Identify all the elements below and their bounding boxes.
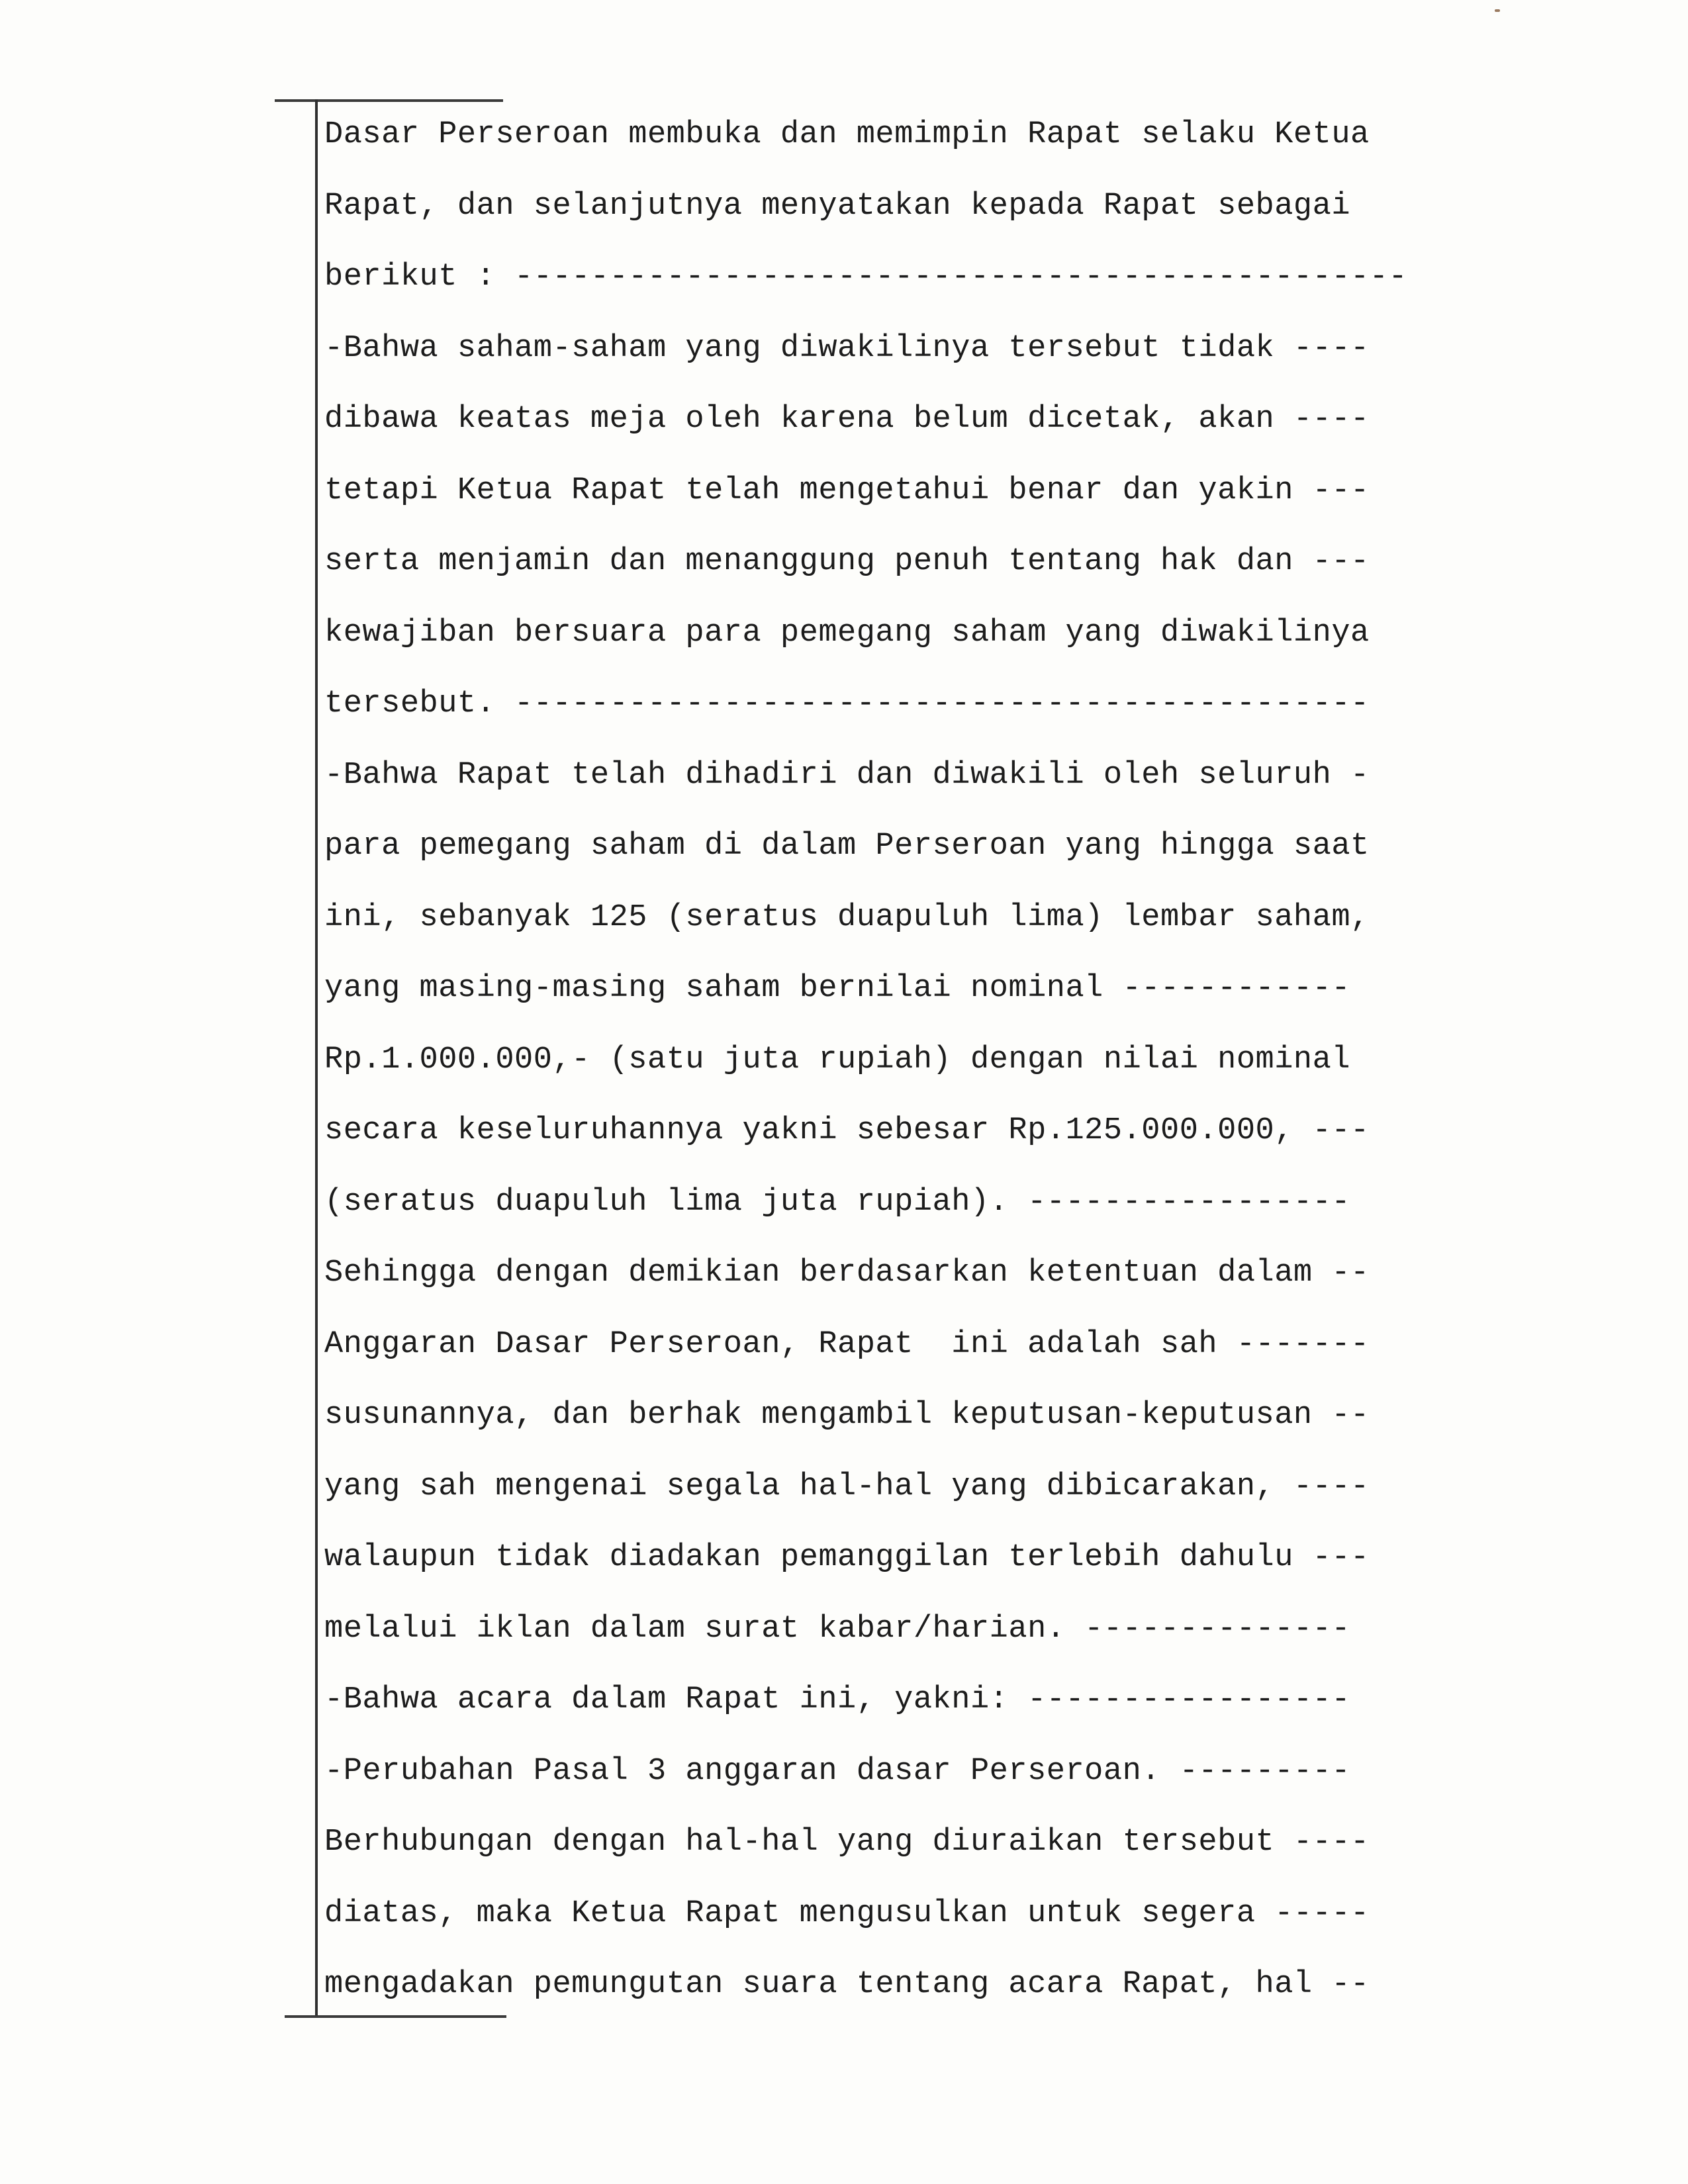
text-line: yang sah mengenai segala hal-hal yang dibicarakan, ---- <box>324 1469 1370 1504</box>
text-line: Sehingga dengan demikian berdasarkan ketentuan dalam -- <box>324 1255 1370 1291</box>
document-body <box>324 99 1516 2021</box>
text-line: Rp.1.000.000,- (satu juta rupiah) dengan nilai nominal <box>324 1042 1351 1077</box>
text-line: Anggaran Dasar Perseroan, Rapat ini adalah sah ------- <box>324 1326 1370 1362</box>
text-line: tetapi Ketua Rapat telah mengetahui benar dan yakin --- <box>324 473 1370 508</box>
text-line: ini, sebanyak 125 (seratus duapuluh lima) lembar saham, <box>324 899 1370 935</box>
text-line: mengadakan pemungutan suara tentang acara Rapat, hal -- <box>324 1967 1370 2002</box>
text-line: (seratus duapuluh lima juta rupiah). ----------------- <box>324 1184 1351 1220</box>
text-line: Dasar Perseroan membuka dan memimpin Rapat selaku Ketua <box>324 117 1370 152</box>
text-line: -Perubahan Pasal 3 anggaran dasar Perseroan. --------- <box>324 1753 1351 1789</box>
text-line: serta menjamin dan menanggung penuh tentang hak dan --- <box>324 544 1370 579</box>
text-line: -Bahwa saham-saham yang diwakilinya tersebut tidak ---- <box>324 330 1370 366</box>
text-line: Rapat, dan selanjutnya menyatakan kepada Rapat sebagai <box>324 188 1351 224</box>
text-line: walaupun tidak diadakan pemanggilan terlebih dahulu --- <box>324 1540 1370 1575</box>
text-line: -Bahwa Rapat telah dihadiri dan diwakili oleh seluruh - <box>324 757 1370 793</box>
text-line: -Bahwa acara dalam Rapat ini, yakni: ----------------- <box>324 1682 1351 1717</box>
text-line: secara keseluruhannya yakni sebesar Rp.125.000.000, --- <box>324 1113 1370 1148</box>
text-line: diatas, maka Ketua Rapat mengusulkan untuk segera ----- <box>324 1895 1370 1931</box>
text-line: tersebut. --------------------------------------------- <box>324 686 1370 721</box>
text-line: yang masing-masing saham bernilai nominal ------------ <box>324 971 1351 1006</box>
margin-line <box>315 99 318 2015</box>
text-line: kewajiban bersuara para pemegang saham yang diwakilinya <box>324 615 1370 651</box>
text-line: berikut : ----------------------------------------------- <box>324 259 1408 295</box>
text-line: Berhubungan dengan hal-hal yang diuraikan tersebut ---- <box>324 1825 1370 1860</box>
text-line: melalui iklan dalam surat kabar/harian. -------------- <box>324 1611 1351 1647</box>
text-line: dibawa keatas meja oleh karena belum dicetak, akan ---- <box>324 402 1370 437</box>
scan-speck <box>1495 9 1500 12</box>
text-line: para pemegang saham di dalam Perseroan yang hingga saat <box>324 829 1370 864</box>
text-line: susunannya, dan berhak mengambil keputusan-keputusan -- <box>324 1398 1370 1433</box>
